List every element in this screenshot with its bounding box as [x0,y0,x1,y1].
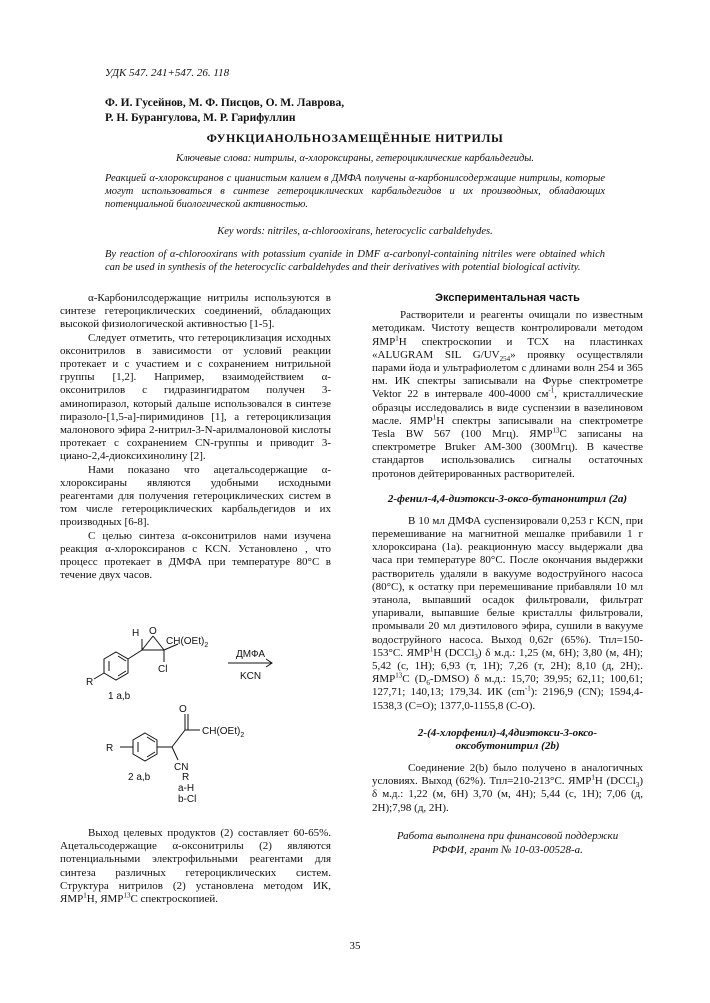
atom-cl: Cl [158,664,168,675]
oxirane-bond [142,636,153,650]
abstract-ru: Реакцией α-хлороксиранов с цианистым калием в ДМФА получены α-карбонилсодержащие нитрилы, которые могут использоваться в синтезе гетероциклических карбальдегидов и их производных, обладающих потенциальной биологической активностью. [105,173,605,210]
paragraph-procedure-2b: Соединение 2(b) было получено в аналогичных условиях. Выход (62%). Тпл=210-213°С. ЯМР$^1$Н (DCCl$_3$) δ м.д.: 1,22 (м, 6Н) 3,70 (м, 4Н); 5,44 (с, 1Н); 7,06 (д, 2Н);7,98 (д, 2Н). [372,761,643,814]
abstract-en: By reaction of α-chlorooxirans with potassium cyanide in DMF α-carbonyl-containing nitriles were obtained which can be used in synthesis of the heterocyclic carbaldehydes and their derivatives with potential biological activity. [105,249,605,273]
paragraph-yield: Выход целевых продуктов (2) составляет 60-65%. Ацетальсодержащие α-оксонитрилы (2) являются потенциальными электрофильными реагентами для синтеза различных гетероциклических систем. Структура нитрилов (2) установлена методом ИК, ЯМР$^1$Н, ЯМР$^{13}$С спектроскопией. [60,827,331,906]
authors-line-1: Ф. И. Гусейнов, М. Ф. Писцов, О. М. Лаврова, [105,97,345,109]
substituent-a: a-H [178,783,195,794]
article-title: ФУНКЦИАНОЛЬНОЗАМЕЩЁННЫЕ НИТРИЛЫ [206,131,504,145]
subsection-title-2b [372,727,643,753]
ring-1-r-bond [94,673,104,679]
acknowledgement-line1: Работа выполнена при финансовой поддержки [396,829,619,842]
page-number: 35 [349,940,361,952]
left-column-top [60,292,331,582]
paragraph-heterocyclization: Следует отметить, что гетероциклизация исходных оксонитрилов в зависимости от условий реакции протекает и с участием и с сохранением нитрильной группы [1,2]. Например, взаимодействием α-оксонитрилов с гидразингидратом получен 3-аминопиразол, который дальше использовался в синтезе пиразоло-[1,5-а]-пиримидинов [1], а гетероциклизация малонового эфира 2-нитрил-3-N-арилмалоновой кислоты протекает с сохранением CN-группы и приводит 3-циано-2,4-диоксихинолину [2]. [60,331,331,463]
authors-line-2: Р. Н. Бурангулова, М. Р. Гарифуллин [105,112,296,124]
atom-r-2: R [106,743,114,754]
acknowledgement-line2: РФФИ, грант № 10-03-00528-а. [432,843,583,856]
reaction-scheme [60,622,340,822]
paragraph-procedure-2a: В 10 мл ДМФА суспензировали 0,253 г KCN, при перемешивание на магнитной мешалке прибавили 1 г хлороксирана (1а). реакционную массу выдержали два часа при температуре 80°С. После окончания выдержки растворитель удаляли в вакууме водоструйного насоса (80°С), к остатку при перемешивание прибавляли 10 мл этанола, выпавший осадок фильтровали, фильтрат упаривали, выпавшие белые кристаллы фильтровали, промывали 20 мл диэтилового эфира, сушили в вакууме водоструйного насоса. Выход 0,62г (65%). Тпл=150-153°С. ЯМР$^1$Н (DCCl$_3$) δ м.д.: 1,25 (м, 6Н); 3,80 (м, 4Н); 5,42 (с, 1Н); 6,93 (т, 1Н); 7,26 (т, 2Н); 8,10 (д, 2Н);. ЯМР$^{13}$С $(D_6-DMSO)$ δ м.д.: 15,70; 39,95; 62,11; 100,61; 127,71; 140,13; 179,34. ИК $(cm^{-1})$: 2196,9 (CN); 1594,4-1538,3 (C=O); 1377,0-1155,8 (C-O). [372,514,644,712]
paragraph-chlorooxiranes: Нами показано что ацетальсодержащие α-хлороксираны являются удобными исходными реагентами для получения гетероциклических систем в том числе гетероциклических карбальдегидов и их производных [6-8]. [60,463,331,529]
benzene-ring-1 [104,652,128,680]
left-column-bottom [60,827,331,906]
paragraph-experimental: Растворители и реагенты очищали по известным методикам. Чистоту веществ контролировали методом ЯМР$^1$H спектроскопии и ТСХ на пластинках «ALUGRAM SIL $G/UV_{254}$» проявку осуществляли парами йода и ультрафиолетом с длинами волн 254 и 365 нм. ИК спектры записывали на Фурье спектрометре Vektor 22 в интервале 400-4000 $см^{-1}$, кристаллические образцы исследовались в виде суспензии в вазелиновом масле. ЯМР$^1$H спектры записывали на спектрометре Tesla BW 567 (100 Мгц). ЯМР$^{13}$С записаны на спектрометре Bruker AM-300 (300Мгц). В качестве стандартов использовались сигналы остаточных протонов дейтерированных растворителей. [372,309,644,480]
compound-label-1: 1 a,b [108,691,131,702]
authors [105,96,344,126]
subsection-title-2b-line1: 2-(4-хлорфенил)-4,4диэтокси-3-оксо- [417,726,598,739]
paragraph-synthesis-goal: С целью синтеза α-оксонитрилов нами изучена реакция α-хлороксиранов с KCN. Установлено , что процесс протекает в ДМФА при температуре 80°С в течение двух часов. [60,529,331,582]
keywords-en: Key words: nitriles, α-chlorooxirans, heterocyclic carbaldehydes. [217,226,493,237]
acetal-group: $CH(OEt)_2$ [166,636,209,649]
benzene-ring-2 [133,733,157,761]
ring-1-oxirane-bond [128,650,142,659]
atom-r: R [86,677,94,688]
atom-o-carbonyl: O [179,704,187,715]
cn-bond [172,747,178,760]
reagent-dmf: ДМФА [236,649,266,660]
subsection-title-2b-line2: оксобутонитрил (2b) [455,739,560,752]
atom-o: O [149,626,157,637]
right-column [372,292,643,857]
substituent-r-label: R [182,772,190,783]
atom-h: H [132,628,140,639]
substituent-b: b-Cl [178,794,197,805]
acetal-group-2: $CH(OEt)_2$ [202,726,245,739]
section-title: Экспериментальная часть [435,292,580,304]
acknowledgement [372,829,643,857]
subsection-title-2a: 2-фенил-4,4-диэтокси-3-оксо-бутанонитрил (2а) [387,492,628,505]
paragraph-intro: α-Карбонилсодержащие нитрилы используются в синтезе гетероциклических соединений, обладающих высокой физиологической активностью [1-5]. [60,292,331,331]
ch-carbonyl-bond [172,730,185,747]
keywords-ru: Ключевые слова: нитрилы, α-хлороксираны, гетероциклические карбальдегиды. [176,153,534,164]
reagent-kcn: KCN [240,671,262,682]
nitrile-group: CN [174,762,189,773]
udk-code: УДК 547. 241+547. 26. 118 [105,67,230,79]
compound-label-2: 2 a,b [128,772,151,783]
oxirane-bond [153,636,164,650]
